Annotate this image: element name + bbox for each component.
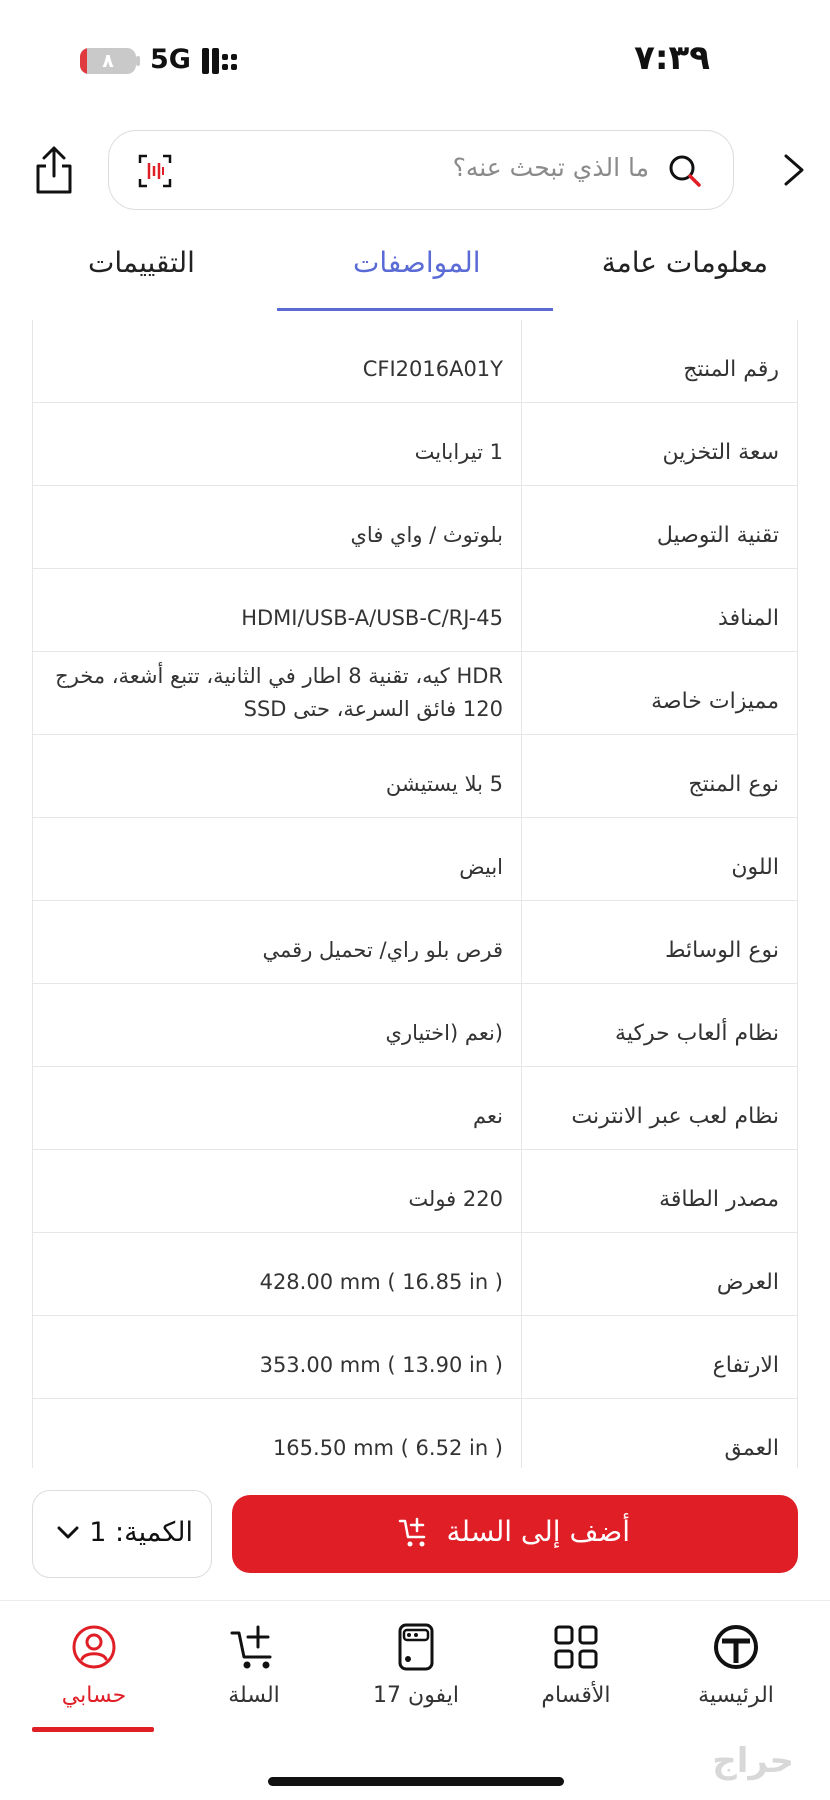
tab-specifications[interactable]: المواصفات [353,246,481,279]
table-row [33,735,797,818]
table-row [33,818,797,901]
search-bar[interactable] [108,130,734,210]
table-row [33,652,797,735]
user-icon [70,1623,118,1671]
status-bar [0,0,830,120]
haraj-watermark: حراج [712,1741,794,1781]
search-placeholder: ما الذي تبحث عنه؟ [452,153,649,182]
spec-value: 1 تيرابايت [414,439,503,464]
table-row [33,1067,797,1150]
nav-label: ايفون 17 [373,1683,459,1708]
spec-value: قرص بلو راي/ تحميل رقمي [262,937,503,962]
nav-label: حسابي [61,1683,127,1708]
home-logo-icon [712,1623,760,1671]
specs-table [32,320,798,1468]
battery-icon [80,48,136,74]
nav-item-iphone17[interactable] [346,1623,486,1708]
add-to-cart-label: أضف إلى السلة [446,1515,630,1548]
tab-reviews[interactable]: التقييمات [88,246,195,279]
spec-label: نوع المنتج [688,771,779,797]
quantity-selector[interactable] [32,1490,212,1578]
spec-value: ابيض [459,854,503,879]
spec-value: 428.00 mm ( 16.85 in ) [259,1269,503,1294]
table-row [33,1316,797,1399]
nav-label: الرئيسية [698,1683,774,1708]
phone-icon [392,1623,440,1671]
spec-label: اللون [731,854,779,880]
spec-value: (نعم (اختياري [385,1020,503,1045]
spec-value: 220 فولت [408,1186,503,1211]
nav-label: السلة [228,1683,280,1708]
table-row [33,320,797,403]
spec-value: نعم [473,1103,503,1128]
spec-label: المنافذ [718,605,779,631]
battery-level: ٨ [102,50,114,72]
back-chevron-icon[interactable] [780,150,808,190]
spec-label: نوع الوسائط [665,937,779,963]
spec-label: نظام لعب عبر الانترنت [571,1103,779,1129]
tab-general-info[interactable]: معلومات عامة [601,246,768,279]
spec-value: CFI2016A01Y [362,356,503,381]
table-row [33,984,797,1067]
spec-label: مميزات خاصة [651,688,779,714]
chevron-down-icon [57,1525,79,1541]
table-row [33,1399,797,1468]
spec-label: تقنية التوصيل [656,522,779,548]
table-row [33,486,797,569]
table-row [33,901,797,984]
table-row [33,1233,797,1316]
table-row [33,569,797,652]
spec-value: بلوتوث / واي فاي [350,522,503,547]
nav-label: الأقسام [541,1683,611,1708]
table-row [33,1150,797,1233]
nav-item-home[interactable] [666,1623,806,1708]
spec-label: العمق [724,1435,779,1461]
grid-icon [552,1623,600,1671]
barcode-scan-icon[interactable] [137,153,173,189]
spec-value: HDMI/USB-A/USB-C/RJ-45 [241,605,503,630]
signal-icon [200,46,244,76]
share-icon[interactable] [32,144,76,196]
spec-value: 165.50 mm ( 6.52 in ) [272,1435,503,1460]
network-type: 5G [150,44,191,75]
spec-value: 5 بلا يستيشن [385,771,503,796]
nav-item-categories[interactable] [506,1623,646,1708]
quantity-label: الكمية: 1 [89,1517,193,1548]
active-nav-indicator [32,1727,154,1732]
home-indicator[interactable] [268,1777,564,1786]
active-tab-indicator [277,308,553,311]
add-to-cart-button[interactable] [232,1495,798,1573]
clock: ٧:٣٩ [634,38,710,78]
spec-label: الارتفاع [712,1352,779,1378]
spec-value: HDR كيه، تقنية 8 اطار في الثانية، تتبع أشعة، مخرج 120 فائق السرعة، حتى SSD [55,664,503,721]
spec-label: نظام ألعاب حركية [615,1020,779,1046]
nav-item-cart[interactable] [184,1623,324,1708]
search-icon [667,153,703,189]
spec-label: سعة التخزين [662,439,779,465]
spec-value: 353.00 mm ( 13.90 in ) [259,1352,503,1377]
spec-label: العرض [716,1269,779,1295]
product-tabs [0,232,830,312]
nav-item-account[interactable] [24,1623,164,1708]
spec-label: رقم المنتج [683,356,779,382]
table-row [33,403,797,486]
cart-plus-icon [398,1515,430,1549]
bottom-navigation [0,1600,830,1800]
cart-plus-icon [230,1623,278,1671]
spec-label: مصدر الطاقة [659,1186,779,1212]
